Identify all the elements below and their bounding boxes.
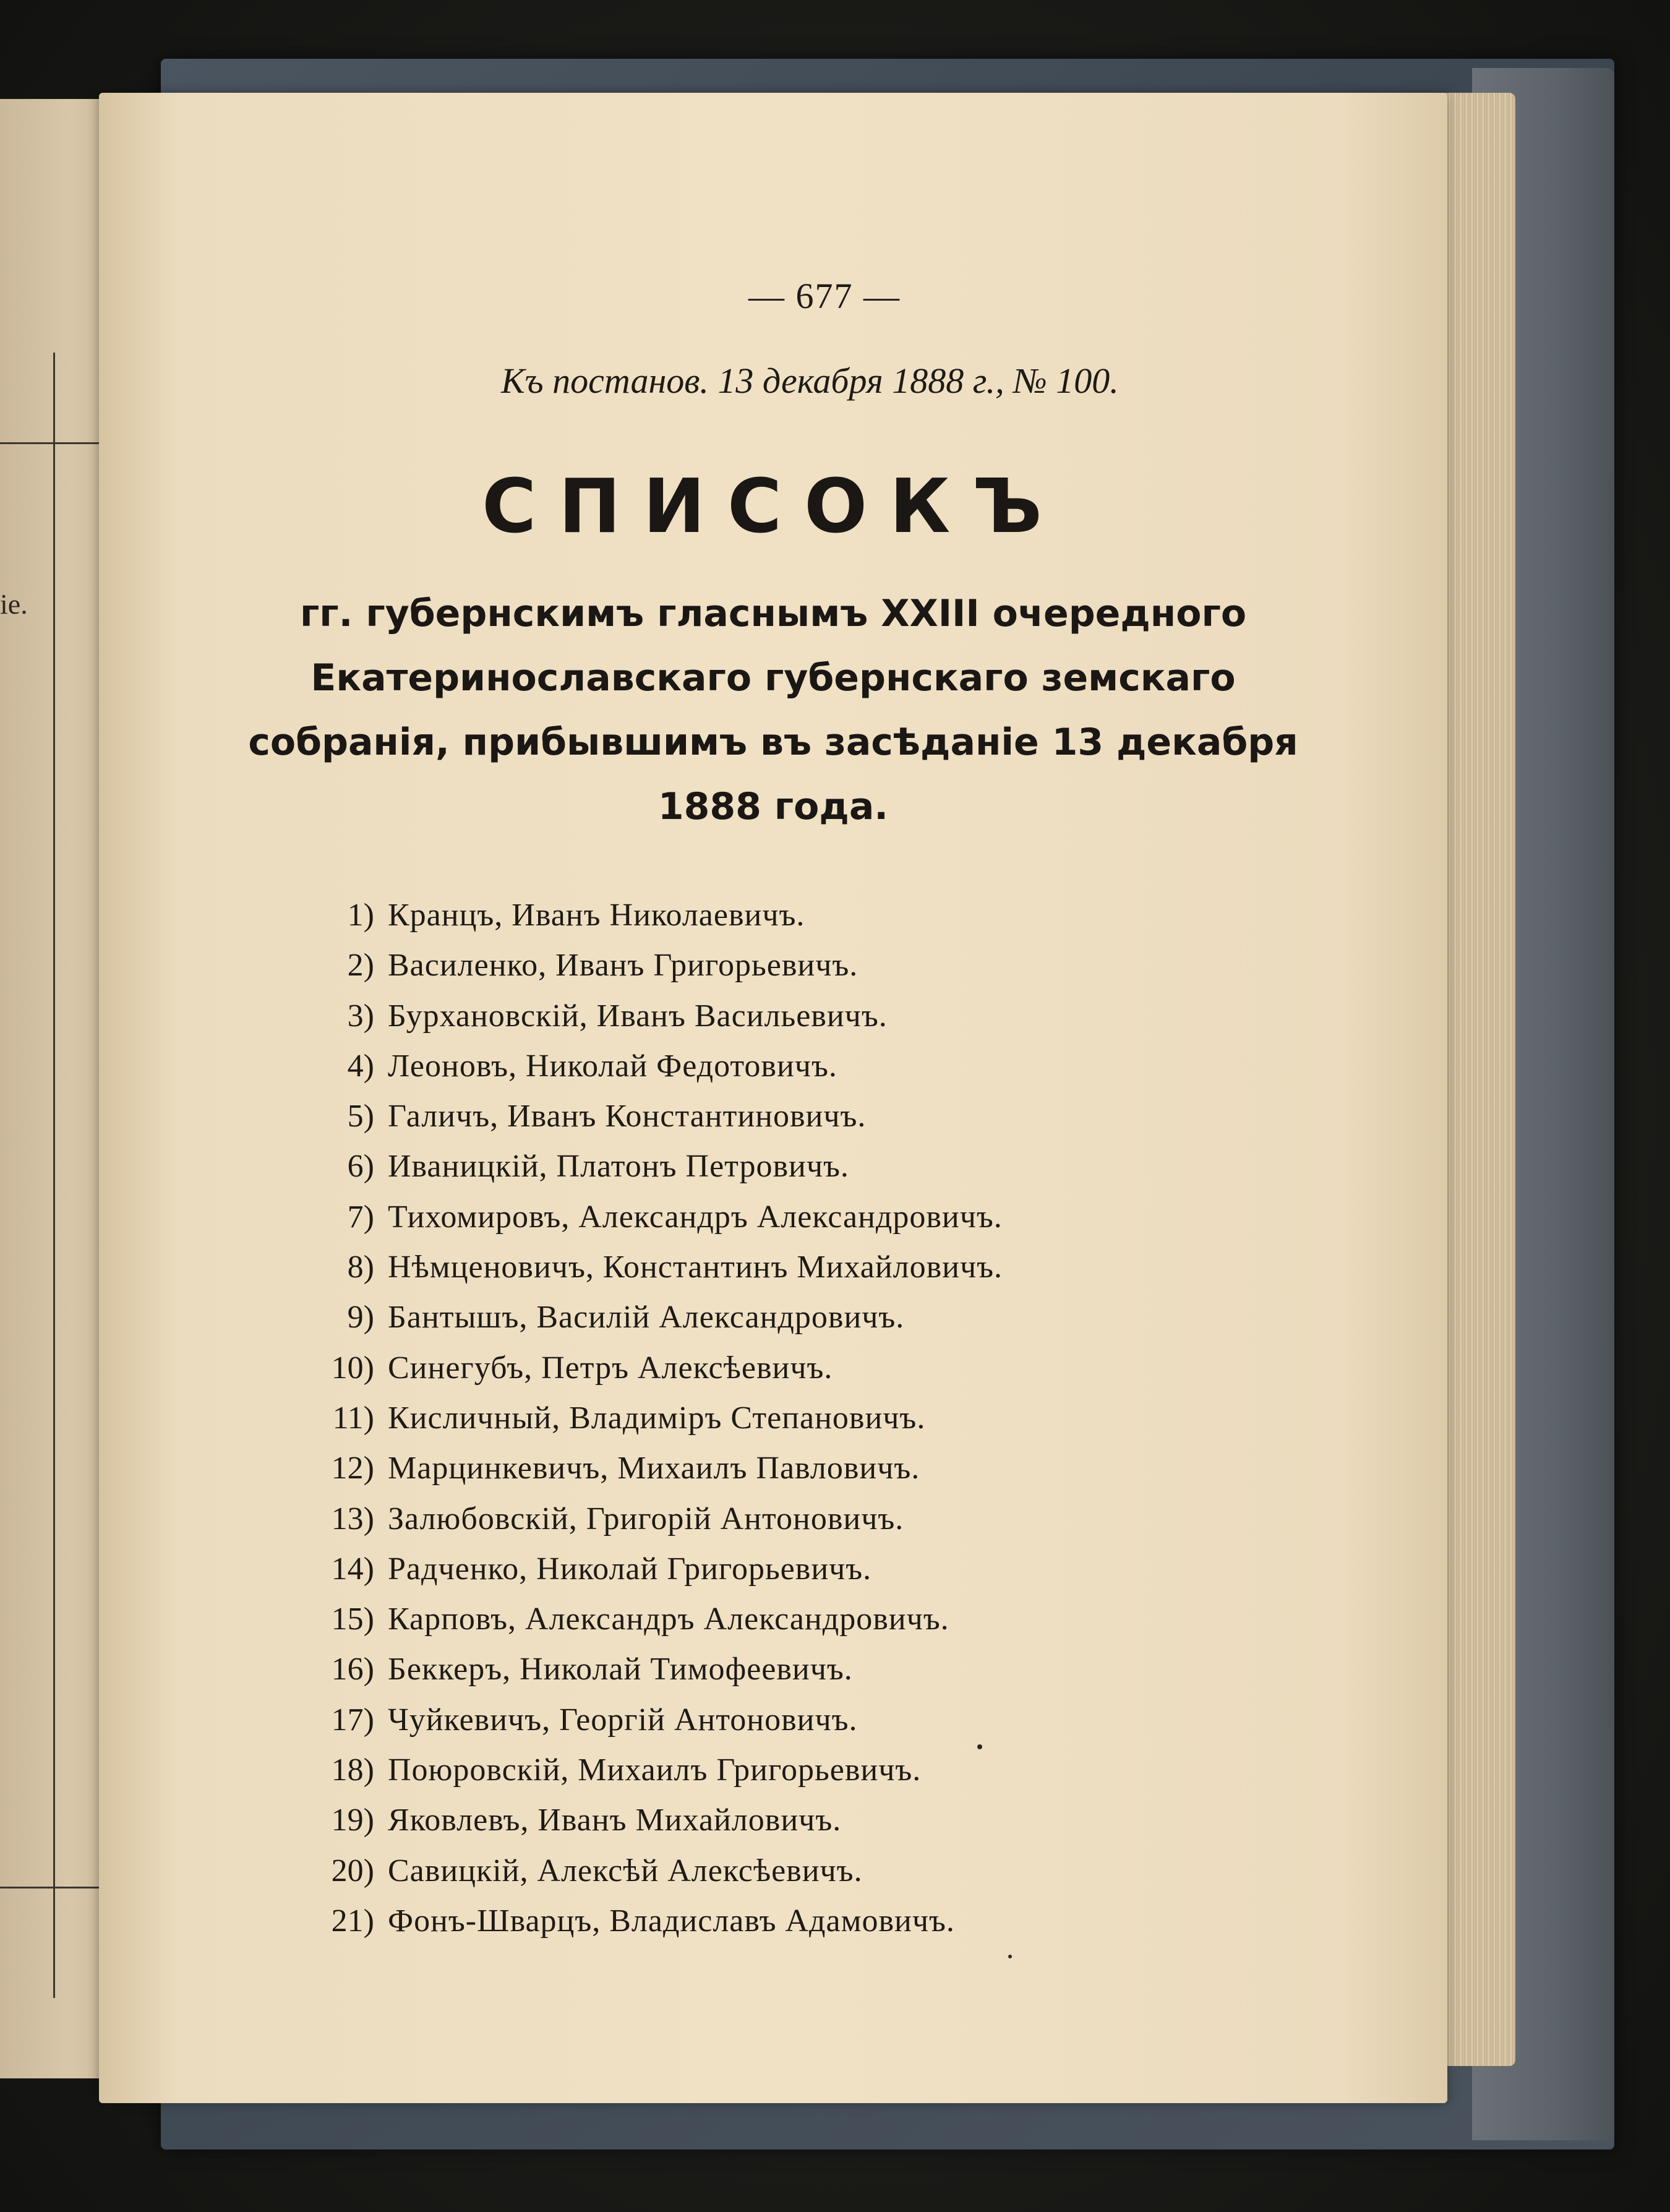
item-name: Фонъ-Шварцъ, Владиславъ Адамовичъ. — [388, 1903, 955, 1939]
item-name: Бантышъ, Василій Александровичъ. — [388, 1300, 905, 1335]
item-name: Галичъ, Иванъ Константиновичъ. — [388, 1099, 867, 1134]
item-name: Карповъ, Александръ Александровичъ. — [388, 1601, 949, 1637]
item-name: Чуйкевичъ, Георгій Антоновичъ. — [388, 1702, 858, 1738]
item-name: Леоновъ, Николай Федотовичъ. — [388, 1048, 837, 1084]
item-name: Савицкій, Алексѣй Алексѣевичъ. — [388, 1853, 863, 1888]
list-item — [285, 1752, 1003, 1802]
item-name: Иваницкій, Платонъ Петровичъ. — [388, 1149, 849, 1185]
item-name: Синегубъ, Петръ Алексѣевичъ. — [388, 1350, 833, 1386]
item-number: 19) — [331, 1803, 374, 1838]
item-number: 20) — [331, 1853, 374, 1888]
list-item — [285, 1802, 1003, 1852]
item-name: Кранцъ, Иванъ Николаевичъ. — [388, 898, 805, 933]
item-number: 15) — [331, 1601, 374, 1637]
item-name: Залюбовскій, Григорій Антоновичъ. — [388, 1501, 904, 1537]
item-number: 18) — [331, 1752, 374, 1788]
item-number: 4) — [347, 1048, 374, 1084]
page-subtitle: гг. губернскимъ гласнымъ XXIII очередного Екатеринославскаго губернскаго земскаго собранія, прибывшимъ въ засѣданіе 13 декабря 1888 года. — [248, 592, 1298, 828]
list-item — [285, 1651, 1003, 1701]
list-item — [285, 1299, 1003, 1349]
item-name: Кисличный, Владиміръ Степановичъ. — [388, 1400, 926, 1436]
list-item — [285, 1501, 1003, 1551]
ink-speck — [977, 1744, 982, 1749]
item-number: 17) — [331, 1702, 374, 1738]
reference-line: Къ постанов. 13 декабря 1888 г., № 100. — [501, 361, 1119, 401]
table-rule-vertical — [53, 353, 55, 1998]
attendee-list — [285, 897, 1003, 1953]
item-number: 8) — [347, 1250, 374, 1285]
item-name: Василенко, Иванъ Григорьевичъ. — [388, 948, 859, 984]
list-item — [285, 1249, 1003, 1299]
item-number: 11) — [332, 1400, 374, 1436]
list-item — [285, 1903, 1003, 1953]
page-number: — 677 — — [748, 276, 901, 316]
list-item — [285, 1199, 1003, 1249]
item-number: 14) — [331, 1551, 374, 1587]
book-page — [99, 93, 1447, 2103]
list-item — [285, 1853, 1003, 1903]
ink-speck — [1008, 1955, 1012, 1958]
list-item — [285, 1601, 1003, 1651]
list-item — [285, 1450, 1003, 1500]
list-item — [285, 897, 1003, 947]
item-number: 5) — [347, 1099, 374, 1134]
item-name: Беккеръ, Николай Тимофеевичъ. — [388, 1652, 853, 1687]
item-number: 1) — [347, 898, 374, 933]
item-number: 3) — [347, 998, 374, 1034]
page-title: СПИСОКЪ — [482, 464, 1064, 550]
item-number: 6) — [347, 1149, 374, 1185]
list-item — [285, 998, 1003, 1048]
list-item — [285, 947, 1003, 997]
item-number: 12) — [331, 1451, 374, 1486]
item-number: 16) — [331, 1652, 374, 1687]
list-item — [285, 1702, 1003, 1752]
item-number: 2) — [347, 948, 374, 984]
list-item — [285, 1400, 1003, 1450]
item-name: Тихомировъ, Александръ Александровичъ. — [388, 1199, 1003, 1235]
item-number: 21) — [331, 1903, 374, 1939]
previous-page-text-fragment: ie. — [0, 588, 28, 620]
list-item — [285, 1098, 1003, 1148]
item-number: 9) — [347, 1300, 374, 1335]
item-name: Радченко, Николай Григорьевичъ. — [388, 1551, 872, 1587]
item-name: Бурхановскій, Иванъ Васильевичъ. — [388, 998, 888, 1034]
item-name: Нѣмценовичъ, Константинъ Михайловичъ. — [388, 1250, 1003, 1285]
list-item — [285, 1350, 1003, 1400]
list-item — [285, 1551, 1003, 1601]
item-name: Яковлевъ, Иванъ Михайловичъ. — [388, 1803, 842, 1838]
item-name: Поюровскій, Михаилъ Григорьевичъ. — [388, 1752, 922, 1788]
item-number: 7) — [347, 1199, 374, 1235]
item-number: 13) — [331, 1501, 374, 1537]
list-item — [285, 1048, 1003, 1098]
list-item — [285, 1148, 1003, 1198]
item-name: Марцинкевичъ, Михаилъ Павловичъ. — [388, 1451, 920, 1486]
item-number: 10) — [331, 1350, 374, 1386]
